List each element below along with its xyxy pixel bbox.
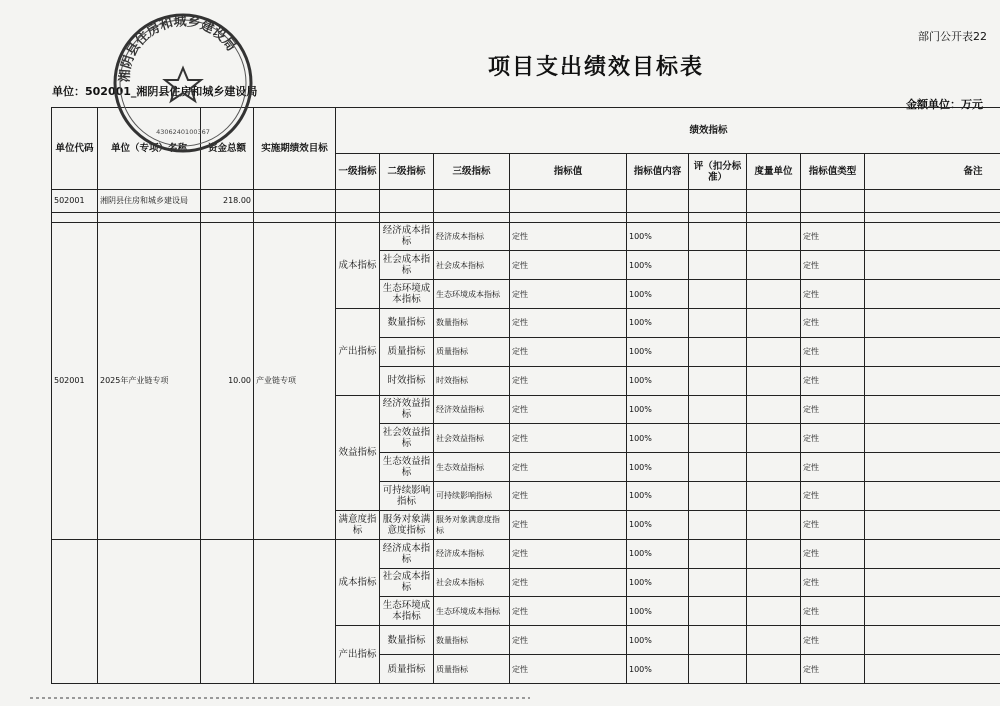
value-content-cell: 100%	[627, 482, 689, 511]
header-measure-unit: 度量单位	[747, 154, 801, 190]
remark-cell	[865, 453, 1000, 482]
level3-cell: 社会成本指标	[434, 568, 510, 597]
level3-cell: 经济成本指标	[434, 539, 510, 568]
header-level1: 一级指标	[336, 154, 380, 190]
level1-cell: 成本指标	[336, 539, 380, 625]
value-type-cell: 定性	[801, 251, 865, 280]
amount-unit-label: 金额单位：万元	[906, 98, 983, 111]
value-cell: 定性	[510, 597, 627, 626]
level3-cell: 数量指标	[434, 309, 510, 338]
value-content-cell: 100%	[627, 395, 689, 424]
value-content-cell: 100%	[627, 568, 689, 597]
header-remark: 备注	[865, 154, 1000, 190]
project-name: 2025年产业链专项	[98, 222, 201, 539]
level2-cell: 社会成本指标	[380, 251, 434, 280]
header-value: 指标值	[510, 154, 627, 190]
value-cell: 定性	[510, 453, 627, 482]
value-cell: 定性	[510, 337, 627, 366]
measure-unit-cell	[747, 222, 801, 251]
score-cell	[689, 482, 747, 511]
value-cell: 定性	[510, 251, 627, 280]
value-type-cell: 定性	[801, 626, 865, 655]
header-unit-code: 单位代码	[52, 108, 98, 190]
level2-cell: 经济成本指标	[380, 222, 434, 251]
remark-cell	[865, 424, 1000, 453]
level2-cell: 服务对象满意度指标	[380, 510, 434, 539]
remark-cell	[865, 655, 1000, 684]
score-cell	[689, 337, 747, 366]
value-type-cell: 定性	[801, 453, 865, 482]
level3-cell: 社会成本指标	[434, 251, 510, 280]
measure-unit-cell	[747, 366, 801, 395]
header-level3: 三级指标	[434, 154, 510, 190]
scan-edge-line	[30, 697, 530, 699]
level3-cell: 经济效益指标	[434, 395, 510, 424]
header-level2: 二级指标	[380, 154, 434, 190]
score-cell	[689, 597, 747, 626]
header-fund-total: 资金总额	[201, 108, 254, 190]
level2-cell: 社会效益指标	[380, 424, 434, 453]
value-content-cell: 100%	[627, 251, 689, 280]
value-content-cell: 100%	[627, 539, 689, 568]
score-cell	[689, 568, 747, 597]
value-content-cell: 100%	[627, 597, 689, 626]
remark-cell	[865, 222, 1000, 251]
value-type-cell: 定性	[801, 655, 865, 684]
value-cell: 定性	[510, 626, 627, 655]
level2-cell: 生态环境成本指标	[380, 280, 434, 309]
header-score: 评（扣分标准）	[689, 154, 747, 190]
remark-cell	[865, 482, 1000, 511]
score-cell	[689, 366, 747, 395]
measure-unit-cell	[747, 453, 801, 482]
value-content-cell: 100%	[627, 424, 689, 453]
level3-cell: 可持续影响指标	[434, 482, 510, 511]
level1-cell: 产出指标	[336, 626, 380, 684]
table-row	[52, 539, 1000, 568]
value-content-cell: 100%	[627, 280, 689, 309]
value-type-cell: 定性	[801, 482, 865, 511]
performance-table	[51, 107, 1000, 684]
level3-cell: 质量指标	[434, 337, 510, 366]
measure-unit-cell	[747, 395, 801, 424]
project2-code	[52, 539, 98, 683]
value-cell: 定性	[510, 280, 627, 309]
value-content-cell: 100%	[627, 453, 689, 482]
value-cell: 定性	[510, 655, 627, 684]
remark-cell	[865, 539, 1000, 568]
header-unit-name: 单位（专项）名称	[98, 108, 201, 190]
measure-unit-cell	[747, 568, 801, 597]
value-cell: 定性	[510, 568, 627, 597]
summary-row	[52, 190, 1000, 212]
project-amount: 10.00	[201, 222, 254, 539]
level2-cell: 质量指标	[380, 655, 434, 684]
table-number-label: 部门公开表22	[918, 30, 987, 43]
remark-cell	[865, 597, 1000, 626]
remark-cell	[865, 337, 1000, 366]
svg-text:湘阴县住房和城乡建设局	[117, 14, 239, 83]
level1-cell: 效益指标	[336, 395, 380, 510]
value-type-cell: 定性	[801, 539, 865, 568]
value-content-cell: 100%	[627, 366, 689, 395]
level2-cell: 质量指标	[380, 337, 434, 366]
level3-cell: 生态环境成本指标	[434, 597, 510, 626]
score-cell	[689, 655, 747, 684]
score-cell	[689, 424, 747, 453]
level3-cell: 社会效益指标	[434, 424, 510, 453]
measure-unit-cell	[747, 597, 801, 626]
remark-cell	[865, 626, 1000, 655]
summary-name: 湘阴县住房和城乡建设局	[98, 190, 201, 212]
value-type-cell: 定性	[801, 597, 865, 626]
measure-unit-cell	[747, 626, 801, 655]
measure-unit-cell	[747, 251, 801, 280]
score-cell	[689, 309, 747, 338]
value-cell: 定性	[510, 539, 627, 568]
value-cell: 定性	[510, 366, 627, 395]
remark-cell	[865, 366, 1000, 395]
value-content-cell: 100%	[627, 655, 689, 684]
project-code: 502001	[52, 222, 98, 539]
header-value-type: 指标值类型	[801, 154, 865, 190]
value-cell: 定性	[510, 482, 627, 511]
value-content-cell: 100%	[627, 626, 689, 655]
level2-cell: 时效指标	[380, 366, 434, 395]
measure-unit-cell	[747, 510, 801, 539]
value-cell: 定性	[510, 309, 627, 338]
value-type-cell: 定性	[801, 280, 865, 309]
value-type-cell: 定性	[801, 366, 865, 395]
level2-cell: 社会成本指标	[380, 568, 434, 597]
level3-cell: 生态效益指标	[434, 453, 510, 482]
score-cell	[689, 395, 747, 424]
level3-cell: 生态环境成本指标	[434, 280, 510, 309]
header-value-content: 指标值内容	[627, 154, 689, 190]
value-content-cell: 100%	[627, 337, 689, 366]
level2-cell: 数量指标	[380, 626, 434, 655]
measure-unit-cell	[747, 539, 801, 568]
level1-cell: 产出指标	[336, 309, 380, 395]
value-content-cell: 100%	[627, 510, 689, 539]
project2-amount	[201, 539, 254, 683]
remark-cell	[865, 309, 1000, 338]
level3-cell: 经济成本指标	[434, 222, 510, 251]
value-content-cell: 100%	[627, 309, 689, 338]
score-cell	[689, 453, 747, 482]
value-type-cell: 定性	[801, 309, 865, 338]
value-type-cell: 定性	[801, 424, 865, 453]
measure-unit-cell	[747, 309, 801, 338]
page-title: 项目支出绩效目标表	[488, 54, 705, 80]
measure-unit-cell	[747, 337, 801, 366]
measure-unit-cell	[747, 482, 801, 511]
value-type-cell: 定性	[801, 395, 865, 424]
level2-cell: 数量指标	[380, 309, 434, 338]
value-type-cell: 定性	[801, 568, 865, 597]
score-cell	[689, 222, 747, 251]
performance-table-wrap	[51, 107, 981, 684]
summary-code: 502001	[52, 190, 98, 212]
score-cell	[689, 626, 747, 655]
header-perf-indicators: 绩效指标	[336, 108, 1000, 154]
level2-cell: 经济效益指标	[380, 395, 434, 424]
value-type-cell: 定性	[801, 510, 865, 539]
remark-cell	[865, 251, 1000, 280]
project2-name	[98, 539, 201, 683]
header-period-goal: 实施期绩效目标	[254, 108, 336, 190]
seal-code: 4306240100367	[156, 128, 210, 136]
score-cell	[689, 539, 747, 568]
project2-goal	[254, 539, 336, 683]
seal-text: 湘阴县住房和城乡建设局	[117, 14, 239, 83]
unit-line: 单位：502001_湘阴县住房和城乡建设局	[52, 85, 258, 98]
level3-cell: 服务对象满意度指标	[434, 510, 510, 539]
level1-cell: 成本指标	[336, 222, 380, 308]
level2-cell: 生态效益指标	[380, 453, 434, 482]
level2-cell: 可持续影响指标	[380, 482, 434, 511]
value-type-cell: 定性	[801, 337, 865, 366]
level1-cell: 满意度指标	[336, 510, 380, 539]
remark-cell	[865, 395, 1000, 424]
level3-cell: 时效指标	[434, 366, 510, 395]
measure-unit-cell	[747, 280, 801, 309]
summary-amount: 218.00	[201, 190, 254, 212]
table-row	[52, 222, 1000, 251]
level3-cell: 数量指标	[434, 626, 510, 655]
remark-cell	[865, 510, 1000, 539]
measure-unit-cell	[747, 655, 801, 684]
project-goal: 产业链专项	[254, 222, 336, 539]
score-cell	[689, 251, 747, 280]
value-cell: 定性	[510, 510, 627, 539]
value-content-cell: 100%	[627, 222, 689, 251]
score-cell	[689, 510, 747, 539]
measure-unit-cell	[747, 424, 801, 453]
remark-cell	[865, 280, 1000, 309]
score-cell	[689, 280, 747, 309]
level2-cell: 经济成本指标	[380, 539, 434, 568]
value-cell: 定性	[510, 395, 627, 424]
level2-cell: 生态环境成本指标	[380, 597, 434, 626]
level3-cell: 质量指标	[434, 655, 510, 684]
remark-cell	[865, 568, 1000, 597]
value-cell: 定性	[510, 222, 627, 251]
value-cell: 定性	[510, 424, 627, 453]
value-type-cell: 定性	[801, 222, 865, 251]
